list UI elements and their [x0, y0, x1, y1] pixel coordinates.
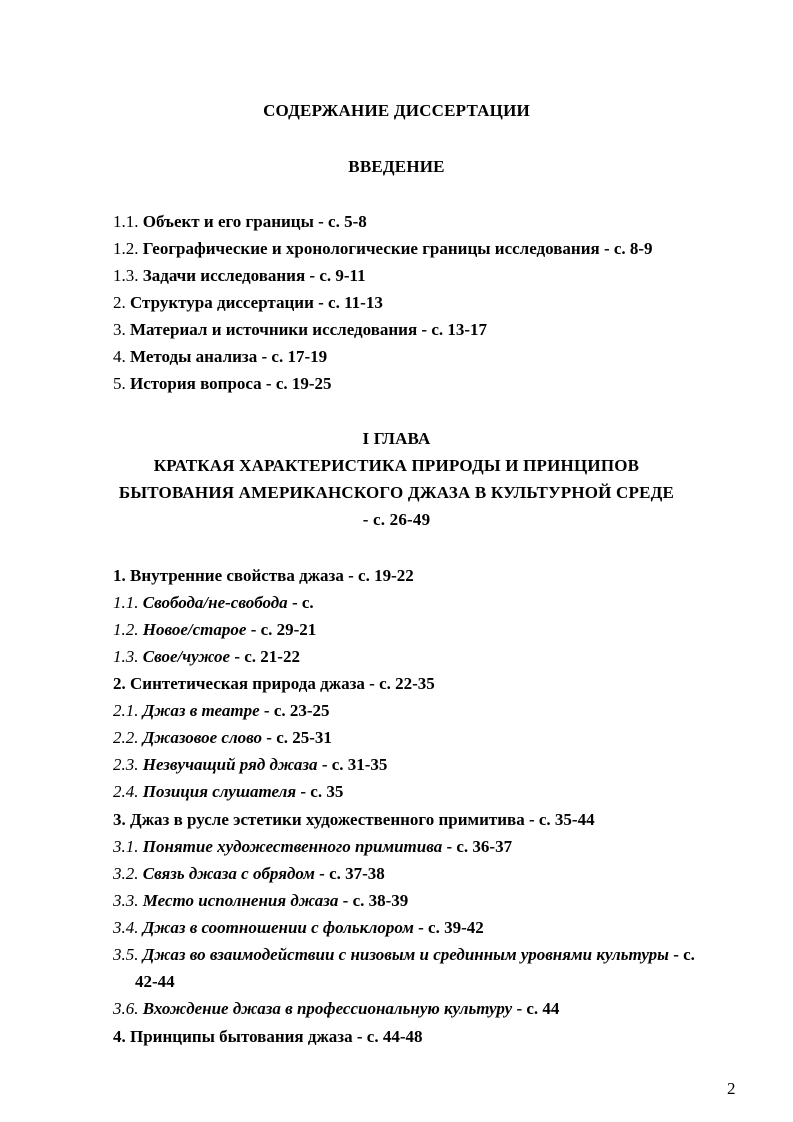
- item-number: 2.: [113, 293, 126, 312]
- item-pages: - с. 35: [296, 782, 344, 801]
- item-number: 2.3.: [113, 755, 139, 774]
- item-number: 1.3.: [113, 647, 139, 666]
- list-item: [113, 755, 387, 775]
- item-number: 3.3.: [113, 891, 139, 910]
- item-title: Методы анализа: [130, 347, 258, 366]
- list-item: [113, 212, 367, 232]
- item-title: Объект и его границы: [142, 212, 314, 231]
- list-item: [113, 239, 653, 259]
- list-item: [113, 1027, 423, 1047]
- list-item: [113, 620, 316, 640]
- item-number: 3.: [113, 320, 126, 339]
- item-pages: - с. 35-44: [524, 810, 595, 829]
- list-item: [113, 864, 385, 884]
- list-item-continuation: [135, 972, 175, 992]
- item-number: 2.4.: [113, 782, 139, 801]
- item-title: История вопроса: [130, 374, 262, 393]
- page-number: 2: [727, 1079, 736, 1098]
- list-item: [113, 647, 300, 667]
- item-pages: - с. 25-31: [262, 728, 332, 747]
- list-item: [113, 674, 435, 694]
- item-title: Географические и хронологические границы исследования: [142, 239, 600, 258]
- item-number: 3.: [113, 810, 126, 829]
- item-number: 2.2.: [113, 728, 139, 747]
- item-pages: - с. 44-48: [352, 1027, 423, 1046]
- item-title: Незвучащий ряд джаза: [142, 755, 318, 774]
- item-number: 1.1.: [113, 212, 139, 231]
- document-title: СОДЕРЖАНИЕ ДИССЕРТАЦИИ: [263, 101, 530, 120]
- item-pages: - с. 21-22: [230, 647, 300, 666]
- item-pages: - с. 29-21: [246, 620, 317, 639]
- item-title: Джаз во взаимодействии с низовым и срединным уровнями культуры: [142, 945, 669, 964]
- item-pages: - с. 44: [512, 999, 560, 1018]
- intro-heading: ВВЕДЕНИЕ: [348, 157, 445, 176]
- item-pages: - с.: [287, 593, 314, 612]
- item-pages: - с. 5-8: [313, 212, 367, 231]
- item-pages: - с. 38-39: [338, 891, 409, 910]
- chapter-title-line1: КРАТКАЯ ХАРАКТЕРИСТИКА ПРИРОДЫ И ПРИНЦИПОВ: [153, 456, 640, 475]
- item-pages: - с. 13-17: [417, 320, 488, 339]
- item-number: 4.: [113, 1027, 126, 1046]
- item-pages: - с. 37-38: [314, 864, 385, 883]
- item-pages: - с. 31-35: [317, 755, 388, 774]
- item-number: 1.2.: [113, 620, 139, 639]
- item-pages: - с. 9-11: [305, 266, 366, 285]
- item-number: 3.1.: [113, 837, 139, 856]
- item-title: Задачи исследования: [142, 266, 306, 285]
- list-item: [113, 347, 327, 367]
- item-title: Внутренние свойства джаза: [130, 566, 344, 585]
- list-item: [113, 782, 343, 802]
- item-pages: - с. 19-22: [343, 566, 414, 585]
- item-number: 1.1.: [113, 593, 139, 612]
- list-item: [113, 918, 484, 938]
- item-number: 4.: [113, 347, 126, 366]
- item-pages: - с. 39-42: [413, 918, 484, 937]
- item-title: Позиция слушателя: [142, 782, 297, 801]
- item-title: Материал и источники исследования: [130, 320, 418, 339]
- list-item: [113, 593, 314, 613]
- item-pages: - с. 17-19: [257, 347, 328, 366]
- list-item: [113, 293, 383, 313]
- item-title: Понятие художественного примитива: [142, 837, 443, 856]
- item-pages: - с. 22-35: [364, 674, 435, 693]
- chapter-label: I ГЛАВА: [362, 429, 431, 448]
- item-title: Джазовое слово: [142, 728, 263, 747]
- item-title: Джаз в соотношении с фольклором: [142, 918, 414, 937]
- item-pages: - с. 23-25: [259, 701, 330, 720]
- item-title: Место исполнения джаза: [142, 891, 339, 910]
- item-number: 1.2.: [113, 239, 139, 258]
- chapter-pages: - с. 26-49: [362, 510, 431, 529]
- item-pages: - с. 19-25: [261, 374, 332, 393]
- list-item: [113, 945, 695, 965]
- item-title: Принципы бытования джаза: [130, 1027, 353, 1046]
- item-title: Джаз в театре: [142, 701, 260, 720]
- list-item: [113, 701, 330, 721]
- list-item: [113, 999, 559, 1019]
- item-title: Структура диссертации: [130, 293, 314, 312]
- item-number: 2.1.: [113, 701, 139, 720]
- item-number: 1.: [113, 566, 126, 585]
- list-item: [113, 566, 414, 586]
- item-title: Свобода/не-свобода: [142, 593, 288, 612]
- list-item: [113, 374, 332, 394]
- item-number: 1.3.: [113, 266, 139, 285]
- chapter-title-line2: БЫТОВАНИЯ АМЕРИКАНСКОГО ДЖАЗА В КУЛЬТУРНОЙ СРЕДЕ: [118, 483, 675, 502]
- item-number: 2.: [113, 674, 126, 693]
- item-number: 3.4.: [113, 918, 139, 937]
- item-pages: - с. 11-13: [313, 293, 383, 312]
- list-item: [113, 728, 332, 748]
- item-title: Синтетическая природа джаза: [130, 674, 365, 693]
- list-item: [113, 320, 487, 340]
- item-number: 5.: [113, 374, 126, 393]
- item-title: Связь джаза с обрядом: [142, 864, 315, 883]
- item-number: 3.5.: [113, 945, 139, 964]
- item-pages: - с. 8-9: [599, 239, 653, 258]
- item-title: Вхождение джаза в профессиональную культуру: [142, 999, 513, 1018]
- item-pages-continued: 42-44: [135, 972, 175, 991]
- item-title: Новое/старое: [142, 620, 247, 639]
- list-item: [113, 810, 595, 830]
- item-title: Свое/чужое: [142, 647, 231, 666]
- list-item: [113, 891, 408, 911]
- list-item: [113, 266, 366, 286]
- item-number: 3.2.: [113, 864, 139, 883]
- item-pages: - с. 36-37: [442, 837, 513, 856]
- item-title: Джаз в русле эстетики художественного примитива: [130, 810, 525, 829]
- item-number: 3.6.: [113, 999, 139, 1018]
- list-item: [113, 837, 512, 857]
- item-pages: - с.: [668, 945, 695, 964]
